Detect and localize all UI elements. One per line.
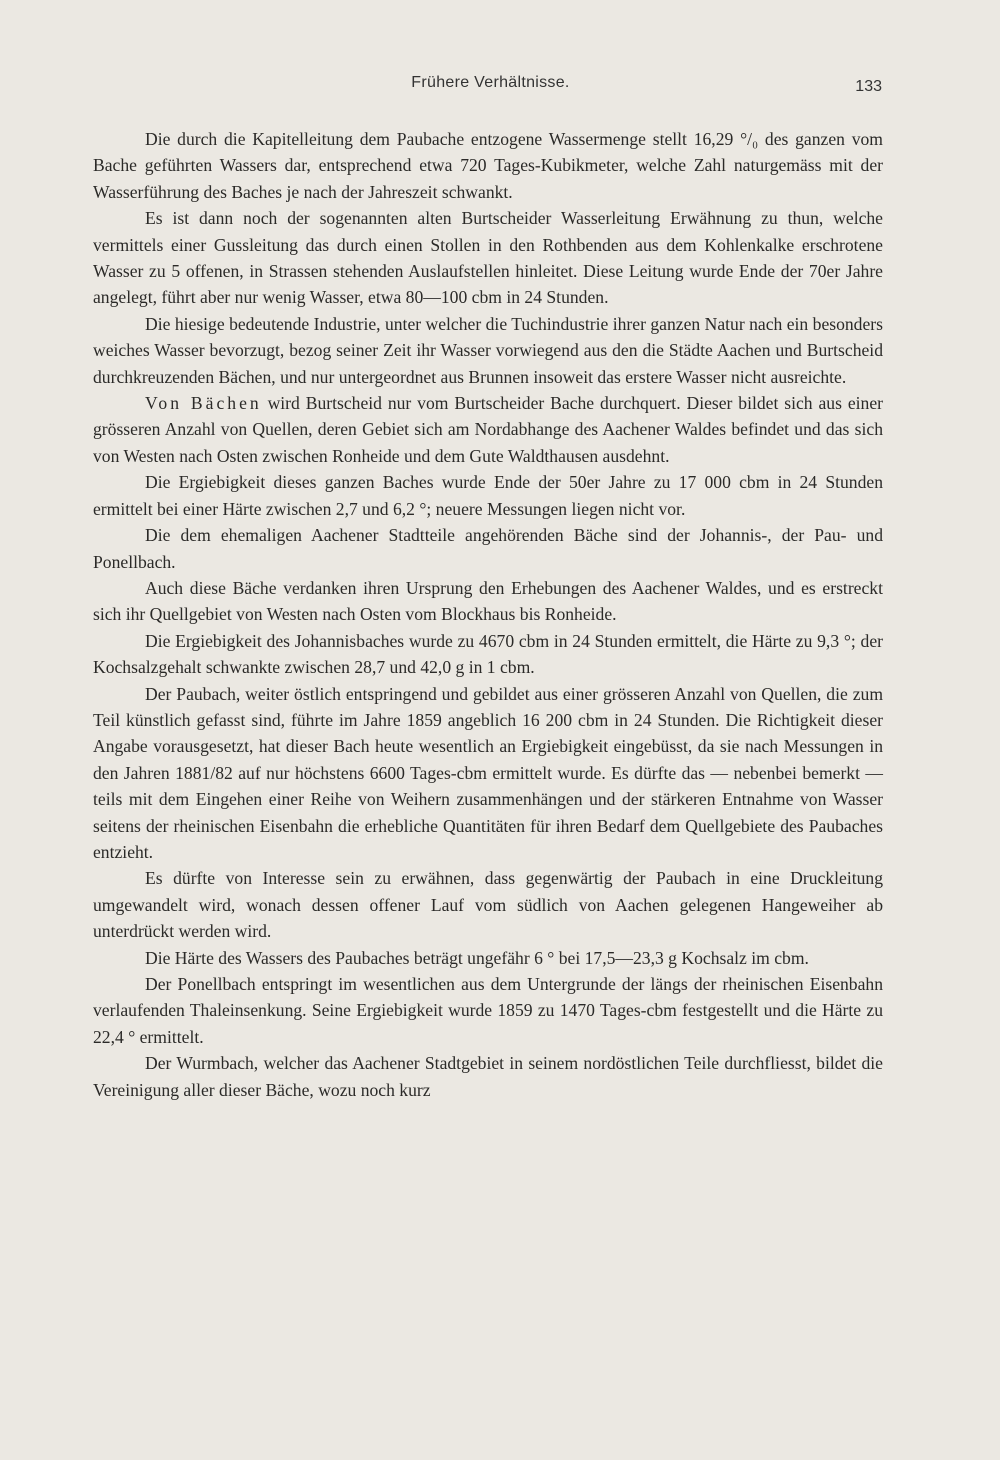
paragraph: Der Paubach, weiter östlich entspringend und gebildet aus einer grösseren Anzahl von Quellen, die zum Teil künstlich gefasst sind, führte im Jahre 1859 angeblich 16 200 cbm in 24 Stunden. Die Richtigkeit dieser Angabe vorausgesetzt, hat dieser Bach heute wesentlich an Ergiebigkeit eingebüsst, da sie nach Messungen in den Jahren 1881/82 auf nur höchstens 6600 Tages-cbm ermittelt wurde. Es dürfte das — nebenbei bemerkt — teils mit dem Eingehen einer Reihe von Weihern zusammenhängen und der stärkeren Entnahme von Wasser seitens der rheinischen Eisenbahn die erhebliche Quantitäten für ihren Bedarf dem Quellgebiete des Paubaches entzieht. (93, 683, 883, 862)
paragraph: Die dem ehemaligen Aachener Stadtteile angehörenden Bäche sind der Johannis-, der Pau- und Ponellbach. (93, 525, 883, 572)
paragraph-text: wird Burtscheid nur vom Burtscheider Bache durchquert. Dieser bildet sich aus einer grösseren Anzahl von Quellen, deren Gebiet sich am Nordabhange des Aachener Waldes befindet und das sich von Westen nach Osten zwischen Ronheide und dem Gute Waldthausen ausdehnt. (93, 393, 884, 466)
spaced-lead-word: Von Bächen (145, 393, 262, 414)
body-text (93, 126, 883, 1103)
paragraph: Die durch die Kapitelleitung dem Paubache entzogene Wassermenge stellt 16,29 °/₀ des ganzen vom Bache geführten Wassers dar, entsprechend etwa 720 Tages-Kubikmeter, welche Zahl naturgemäss mit der Wasserführung des Baches je nach der Jahreszeit schwankt. (93, 129, 883, 202)
paragraph: Die hiesige bedeutende Industrie, unter welcher die Tuchindustrie ihrer ganzen Natur nach ein besonders weiches Wasser bevorzugt, bezog seiner Zeit ihr Wasser vorwiegend aus den die Städte Aachen und Burtscheid durchkreuzenden Bächen, und nur untergeordnet aus Brunnen insoweit das erstere Wasser nicht ausreichte. (93, 313, 883, 387)
paragraph: Es ist dann noch der sogenannten alten Burtscheider Wasserleitung Erwähnung zu thun, welche vermittels einer Gussleitung das durch einen Stollen in den Rothbenden aus dem Kohlenkalke erschrotene Wasser zu 5 offenen, in Strassen stehenden Auslaufstellen hinleitet. Diese Leitung wurde Ende der 70er Jahre angelegt, führt aber nur wenig Wasser, etwa 80—100 cbm in 24 Stunden. (93, 208, 883, 308)
page-header (93, 74, 888, 104)
paragraph: Der Wurmbach, welcher das Aachener Stadtgebiet in seinem nordöstlichen Teile durchfliesst, bildet die Vereinigung aller dieser Bäche, wozu noch kurz (93, 1053, 883, 1100)
paragraph: Der Ponellbach entspringt im wesentlichen aus dem Untergrunde der längs der rheinischen Eisenbahn verlaufenden Thaleinsenkung. Seine Ergiebigkeit wurde 1859 zu 1470 Tages-cbm festgestellt und die Härte zu 22,4 ° ermittelt. (93, 974, 883, 1047)
page-number: 133 (855, 78, 882, 95)
paragraph: Auch diese Bäche verdanken ihren Ursprung den Erhebungen des Aachener Waldes, und es erstreckt sich ihr Quellgebiet von Westen nach Osten vom Blockhaus bis Ronheide. (93, 577, 883, 625)
paragraph: Die Härte des Wassers des Paubaches beträgt ungefähr 6 ° bei 17,5—23,3 g Kochsalz im cbm. (145, 947, 809, 968)
paragraph: Es dürfte von Interesse sein zu erwähnen, dass gegenwärtig der Paubach in eine Druckleitung umgewandelt wird, wonach dessen offener Lauf vom südlich von Aachen gelegenen Hangeweiher ab unterdrückt werden wird. (93, 868, 883, 942)
paragraph (93, 390, 883, 469)
paragraph: Die Ergiebigkeit des Johannisbaches wurde zu 4670 cbm in 24 Stunden ermittelt, die Härte zu 9,3 °; der Kochsalzgehalt schwankte zwischen 28,7 und 42,0 g in 1 cbm. (93, 630, 883, 678)
running-head: Frühere Verhältnisse. (411, 74, 570, 91)
paragraph: Die Ergiebigkeit dieses ganzen Baches wurde Ende der 50er Jahre zu 17 000 cbm in 24 Stunden ermittelt bei einer Härte zwischen 2,7 und 6,2 °; neuere Messungen liegen nicht vor. (93, 472, 883, 519)
